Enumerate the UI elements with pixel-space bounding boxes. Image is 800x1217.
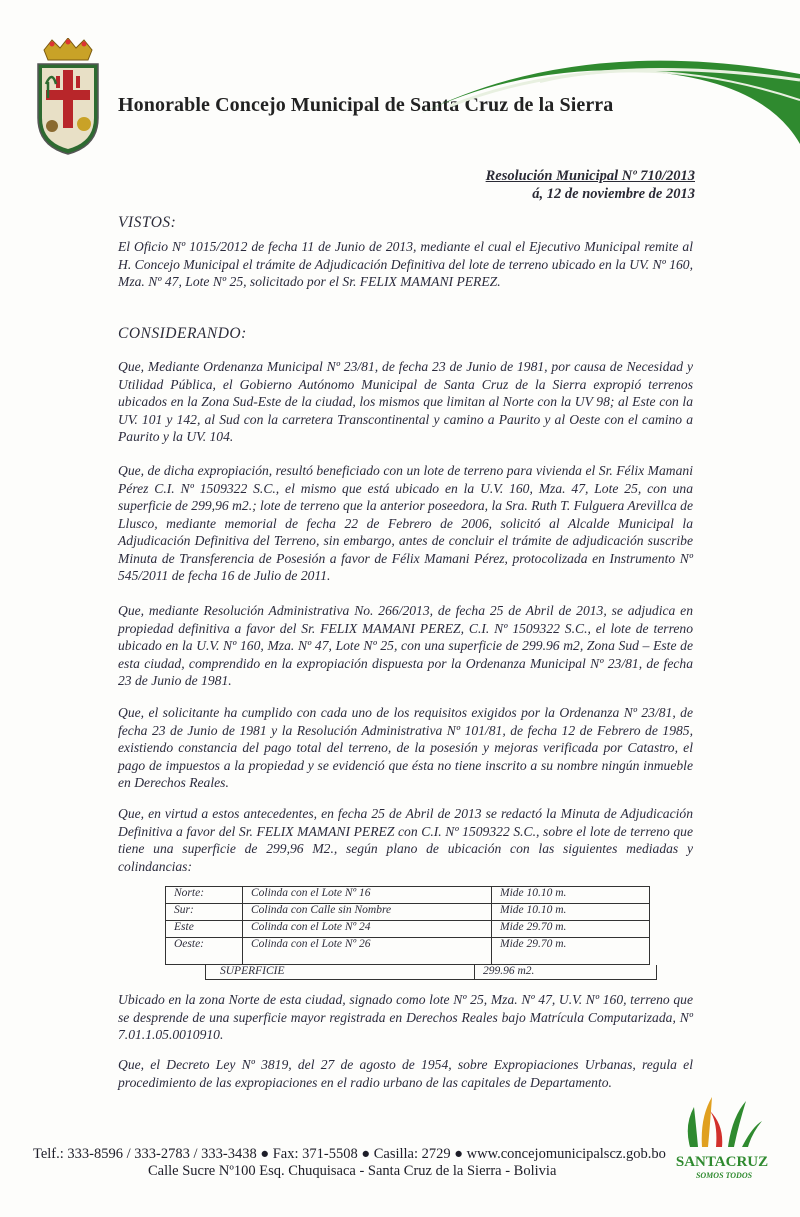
santacruz-logo-icon	[672, 1092, 772, 1187]
resolution-number: Resolución Municipal Nº 710/2013	[485, 168, 695, 184]
table-cell: Mide 10.10 m.	[500, 904, 567, 916]
superficie-label: SUPERFICIE	[206, 965, 475, 979]
section-heading-vistos: VISTOS:	[118, 214, 177, 231]
table-cell: Mide 10.10 m.	[500, 887, 567, 899]
section-heading-considerando: CONSIDERANDO:	[118, 325, 247, 342]
resolution-date: á, 12 de noviembre de 2013	[532, 186, 695, 202]
superficie-value: 299.96 m2.	[483, 965, 535, 977]
logo-tagline: SOMOS TODOS	[695, 1171, 753, 1180]
table-cell: Mide 29.70 m.	[500, 938, 567, 950]
table-row	[165, 886, 650, 903]
paragraph: Que, el solicitante ha cumplido con cada uno de los requisitos exigidos por la Ordenanza Nº 23/81, de fecha 23 de Junio de 1981 y la Resolución Administrativa Nº 101/81, de fecha 12 de Febrero de 1985, existiendo constancia del pago total del terreno, de la posesión y mejoras verificada por Catastro, el pago de impuestos a la propiedad y se evidenció que ésta no tiene inscrito a su nombre ningún inmueble en Derechos Reales.	[118, 705, 693, 790]
table-cell: Colinda con el Lote Nº 16	[243, 887, 492, 903]
paragraph: Que, mediante Resolución Administrativa No. 266/2013, de fecha 25 de Abril de 2013, se adjudica en propiedad definitiva a favor del Sr. FELIX MAMANI PEREZ, C.I. Nº 1509322 S.C., el lote de terreno ubicado en la U.V. Nº 160, Mza. Nº 47, Lote Nº 25, con una superficie de 299.96 m2, Zona Sud – Este de esta ciudad, comprendido en la expropiación dispuesta por la Ordenanza Municipal Nº 23/81, de fecha 23 de Junio de 1981.	[118, 603, 693, 688]
table-cell: Mide 29.70 m.	[500, 921, 567, 933]
paragraph: Que, de dicha expropiación, resultó beneficiado con un lote de terreno para vivienda el Sr. Félix Mamani Pérez C.I. Nº 1509322 S.C., el mismo que está ubicado en la U.V. 160, Mza. 47, Lote 25, con una superficie de 299,96 m2.; lote de terreno que la anterior poseedora, la Sra. Ruth T. Fulguera Arevillca de Llusco, mediante memorial de fecha 22 de Febrero de 2006, solicitó al Alcalde Municipal la Adjudicación Definitiva del Terreno, sin embargo, antes de concluir el trámite de adjudicación suscribe Minuta de Transferencia de Posesión a favor de Félix Mamani Pérez, protocolizada en Instrumento Nº 545/2011 de fecha 16 de Julio de 2011.	[118, 463, 693, 583]
green-swoosh-decoration	[420, 44, 800, 144]
paragraph: Que, el Decreto Ley Nº 3819, del 27 de agosto de 1954, sobre Expropiaciones Urbanas, regula el procedimiento de las expropiaciones en el radio urbano de las capitales de Departamento.	[118, 1057, 693, 1090]
institution-title: Honorable Concejo Municipal de Santa Cruz de la Sierra	[118, 94, 614, 116]
paragraph: Que, en virtud a estos antecedentes, en fecha 25 de Abril de 2013 se redactó la Minuta de Adjudicación Definitiva a favor del Sr. FELIX MAMANI PEREZ con C.I. Nº 1509322 S.C., sobre el lote de terreno que tiene una superficie de 299,96 M2., según plano de ubicación con las siguientes mediadas y colindancias:	[118, 806, 693, 874]
table-total-row	[205, 965, 657, 980]
logo-name: SANTACRUZ	[675, 1154, 769, 1170]
table-cell: Colinda con el Lote Nº 26	[243, 938, 492, 964]
table-cell: Este	[166, 921, 243, 937]
paragraph: Ubicado en la zona Norte de esta ciudad, signado como lote Nº 25, Mza. Nº 47, U.V. Nº 160, terreno que se desprende de una superficie mayor registrada en Derechos Reales bajo Matrícula Computarizada, Nº 7.01.1.05.0010910.	[118, 992, 693, 1042]
table-cell: Oeste:	[166, 938, 243, 964]
table-row	[165, 903, 650, 920]
table-row	[165, 920, 650, 937]
paragraph-vistos: El Oficio Nº 1015/2012 de fecha 11 de Junio de 2013, mediante el cual el Ejecutivo Municipal remite al H. Concejo Municipal el trámite de Adjudicación Definitiva del lote de terreno ubicado en la UV. Nº 160, Mza. Nº 47, Lote Nº 25, solicitado por el Sr. FELIX MAMANI PEREZ.	[118, 239, 693, 289]
table-cell: Colinda con Calle sin Nombre	[243, 904, 492, 920]
table-cell: Colinda con el Lote Nº 24	[243, 921, 492, 937]
footer-address: Calle Sucre Nº100 Esq. Chuquisaca - Santa Cruz de la Sierra - Bolivia	[148, 1163, 557, 1179]
table-row	[165, 937, 650, 965]
paragraph: Que, Mediante Ordenanza Municipal Nº 23/81, de fecha 23 de Junio de 1981, por causa de Necesidad y Utilidad Pública, el Gobierno Autónomo Municipal de Santa Cruz de la Sierra expropió terrenos ubicados en la Zona Sud-Este de la ciudad, los mismos que limitan al Norte con la UV 98; al Este con la UV. 101 y 142, al Sud con la carretera Transcontinental y camino a Paurito y al Oeste con el camino a Paurito y la UV. 104.	[118, 359, 693, 444]
footer-contact: Telf.: 333-8596 / 333-2783 / 333-3438 ● Fax: 371-5508 ● Casilla: 2729 ● www.concejomunicipalscz.gob.bo	[33, 1146, 666, 1162]
table-cell: Norte:	[166, 887, 243, 903]
coat-of-arms-icon	[30, 38, 106, 156]
table-cell: Sur:	[166, 904, 243, 920]
boundaries-table	[165, 886, 650, 980]
